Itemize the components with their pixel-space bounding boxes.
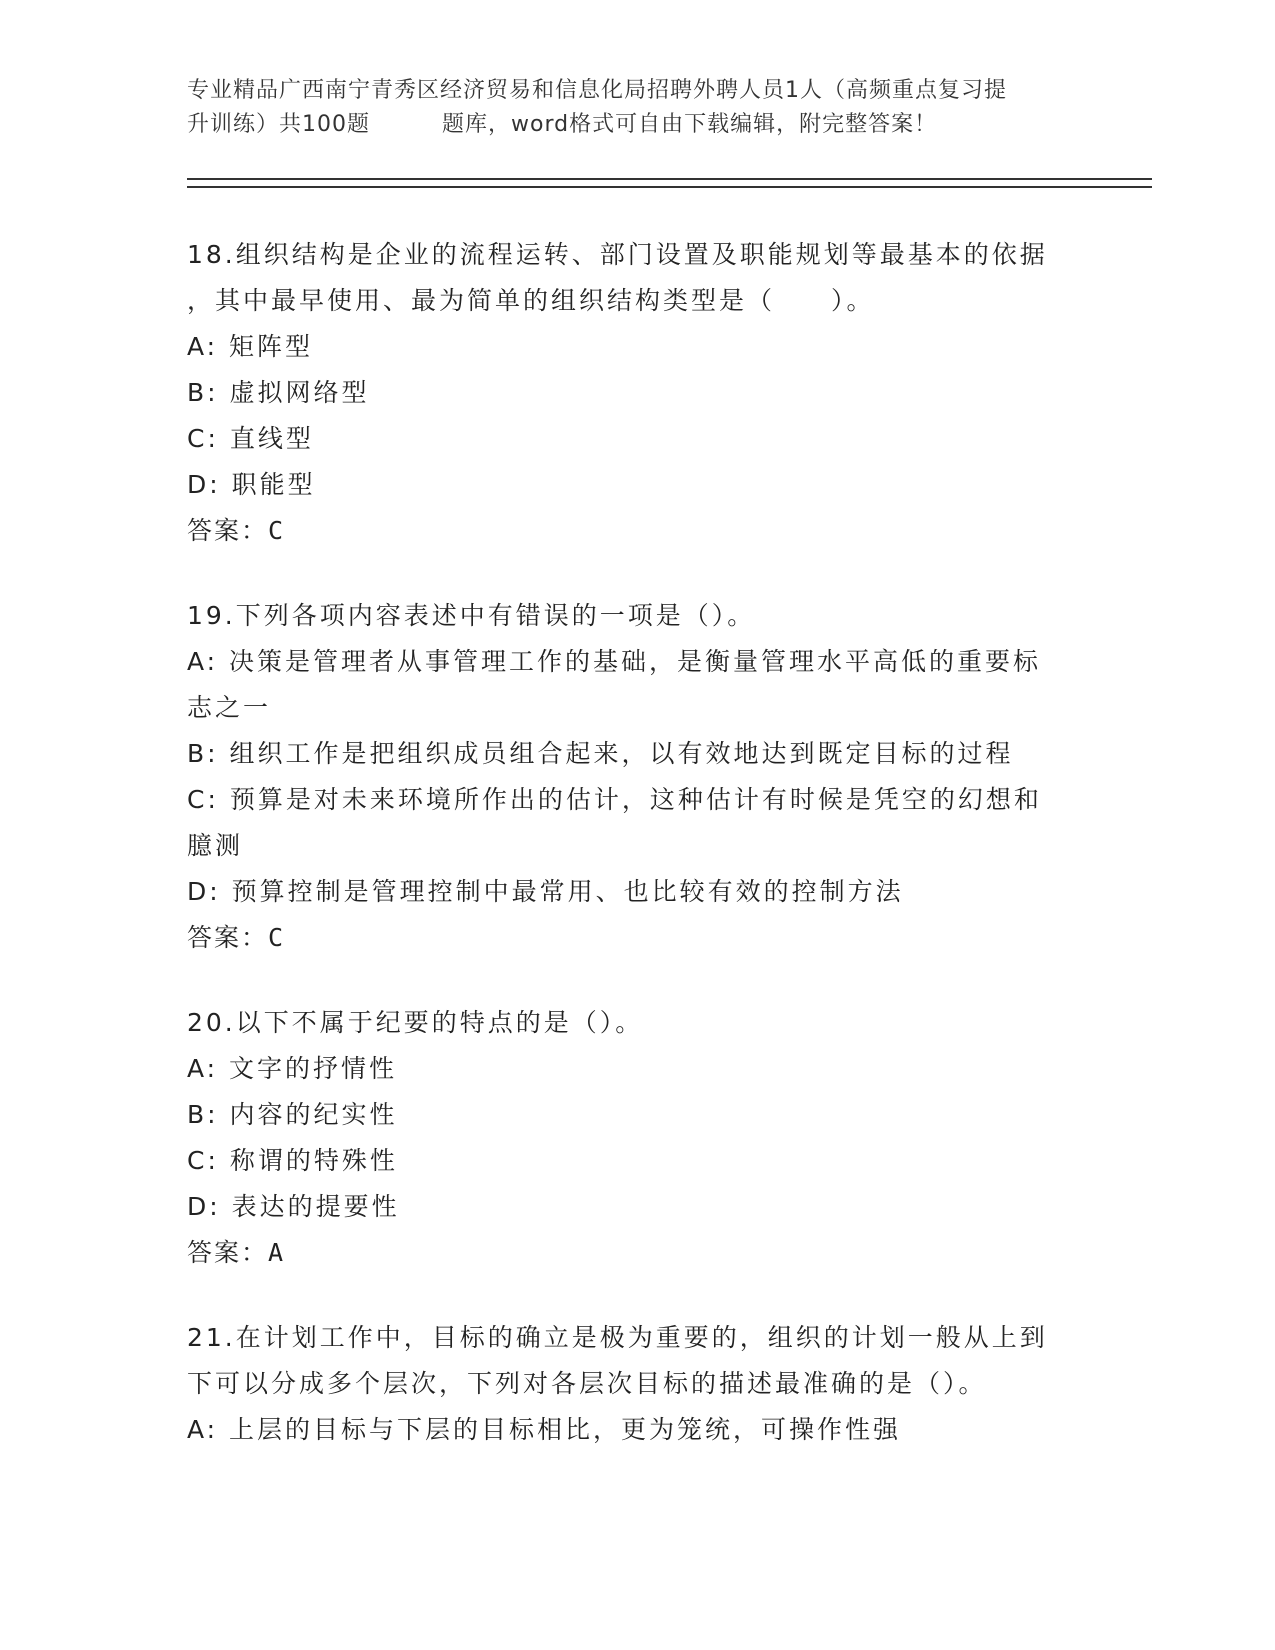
answer-label: 答案： — [187, 516, 269, 545]
question-19 — [187, 593, 1087, 961]
option-d: D: 职能型 — [187, 470, 316, 499]
answer-line — [187, 1230, 1087, 1276]
header-title-line-2 — [187, 108, 1087, 142]
option-b: B: 内容的纪实性 — [187, 1100, 398, 1129]
question-stem-line: 下可以分成多个层次，下列对各层次目标的描述最准确的是（）。 — [187, 1369, 987, 1398]
header-title-left: 升训练）共100题 — [187, 112, 370, 137]
option-a: A: 上层的目标与下层的目标相比，更为笼统，可操作性强 — [187, 1415, 902, 1444]
option-c-continued: 臆测 — [187, 831, 244, 860]
answer-value: C — [268, 516, 285, 545]
header-title-right: 题库，word格式可自由下载编辑，附完整答案！ — [442, 112, 938, 137]
document-header — [187, 74, 1087, 142]
question-stem-line: ，其中最早使用、最为简单的组织结构类型是（ ）。 — [187, 286, 875, 315]
option-c: C: 称谓的特殊性 — [187, 1146, 398, 1175]
question-list — [187, 232, 1087, 1453]
question-20 — [187, 1000, 1087, 1276]
option-d: D: 预算控制是管理控制中最常用、也比较有效的控制方法 — [187, 877, 904, 906]
answer-value: C — [268, 923, 285, 952]
option-a: A: 文字的抒情性 — [187, 1054, 398, 1083]
question-stem-line: 19.下列各项内容表述中有错误的一项是（）。 — [187, 601, 756, 630]
answer-label: 答案： — [187, 1238, 269, 1267]
option-b: B: 虚拟网络型 — [187, 378, 370, 407]
option-d: D: 表达的提要性 — [187, 1192, 400, 1221]
answer-label: 答案： — [187, 923, 269, 952]
question-stem-line: 21.在计划工作中，目标的确立是极为重要的，组织的计划一般从上到 — [187, 1323, 1048, 1352]
answer-line — [187, 915, 1087, 961]
answer-value: A — [268, 1238, 285, 1267]
header-double-rule — [187, 178, 1152, 188]
question-21 — [187, 1315, 1087, 1453]
option-a: A: 矩阵型 — [187, 332, 314, 361]
option-a-continued: 志之一 — [187, 693, 272, 722]
option-c: C: 直线型 — [187, 424, 314, 453]
header-title-line-1: 专业精品广西南宁青秀区经济贸易和信息化局招聘外聘人员1人（高频重点复习提 — [187, 78, 1007, 103]
question-stem-line: 18.组织结构是企业的流程运转、部门设置及职能规划等最基本的依据 — [187, 240, 1048, 269]
option-c: C: 预算是对未来环境所作出的估计，这种估计有时候是凭空的幻想和 — [187, 785, 1042, 814]
answer-line — [187, 508, 1087, 554]
option-a: A: 决策是管理者从事管理工作的基础，是衡量管理水平高低的重要标 — [187, 647, 1042, 676]
option-b: B: 组织工作是把组织成员组合起来，以有效地达到既定目标的过程 — [187, 739, 1014, 768]
question-18 — [187, 232, 1087, 554]
question-stem-line: 20.以下不属于纪要的特点的是（）。 — [187, 1008, 644, 1037]
